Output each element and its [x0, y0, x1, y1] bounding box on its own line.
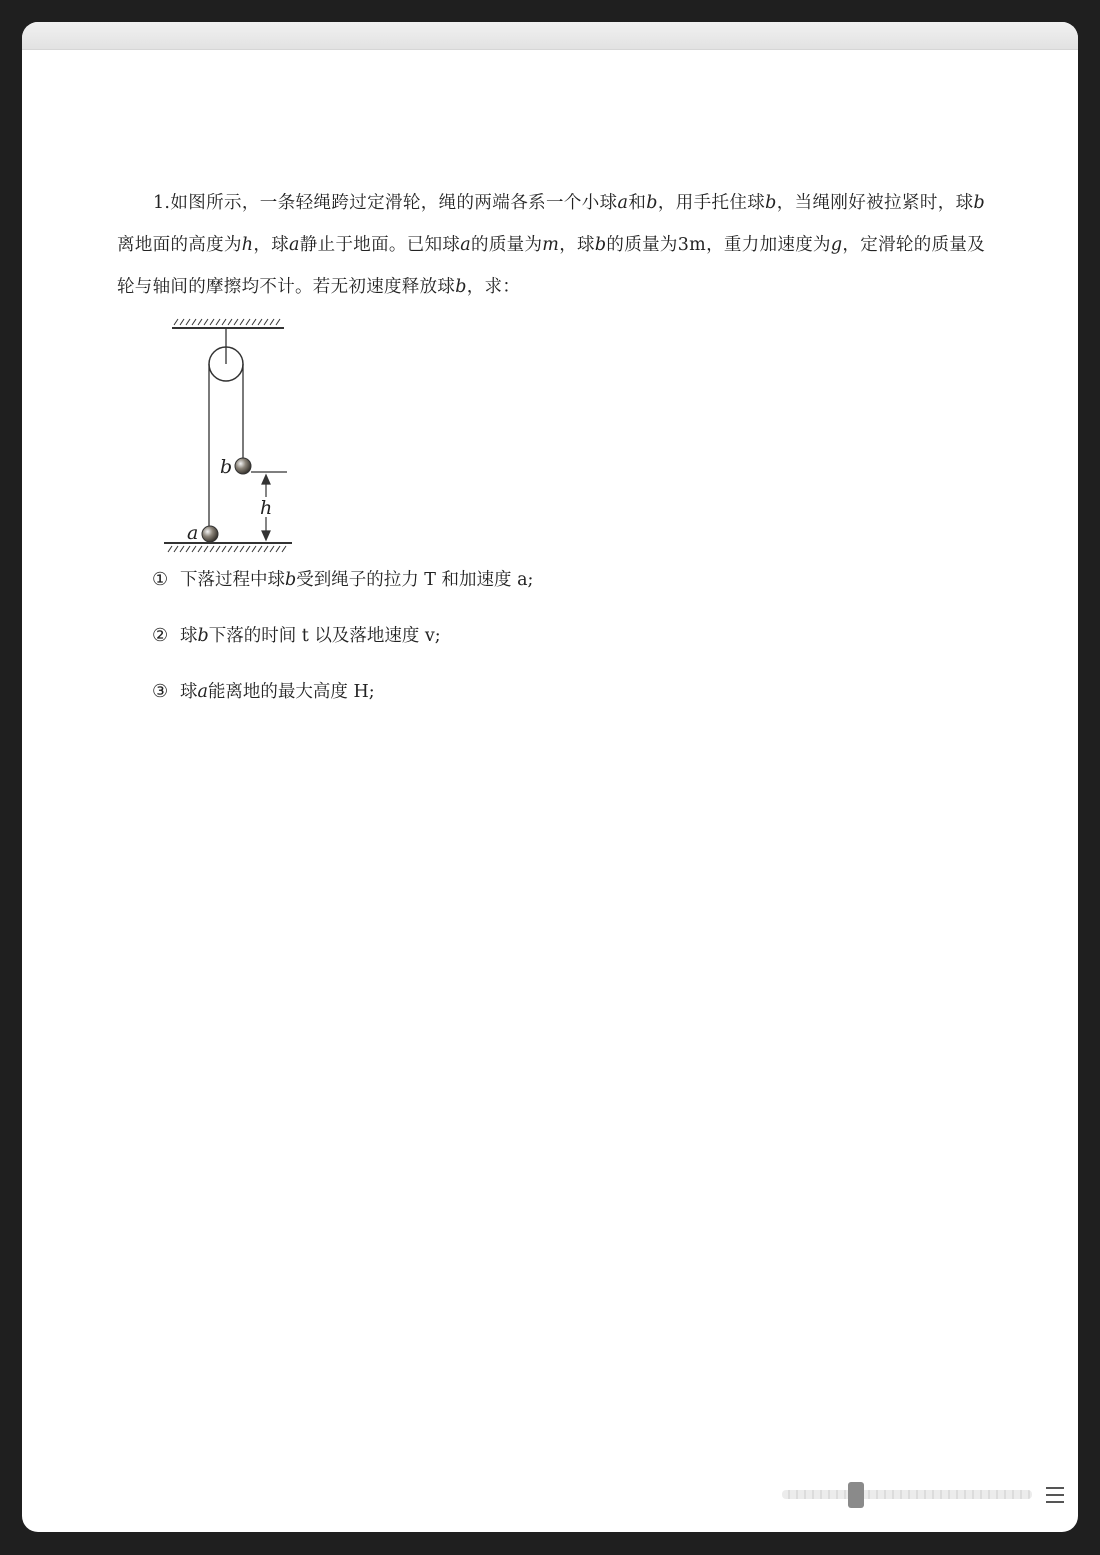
question-segment: 的质量为 — [606, 235, 678, 255]
var-a: a — [460, 235, 471, 255]
ceiling — [172, 319, 284, 328]
subquestion-var: b — [197, 626, 209, 646]
subquestion-var: b — [285, 570, 297, 590]
scroll-thumb[interactable] — [848, 1482, 864, 1508]
horizontal-scrollbar[interactable] — [782, 1482, 1032, 1504]
var-g: g — [830, 235, 843, 255]
var-h: h — [241, 235, 254, 255]
var-3m: 3m — [677, 235, 707, 255]
ground — [164, 543, 292, 552]
question-segment: 1.如图所示，一条轻绳跨过定滑轮，绳的两端各系一个小球 — [153, 193, 618, 213]
subquestion-1 — [152, 568, 533, 592]
label-a: a — [187, 522, 199, 544]
var-a: a — [617, 193, 629, 213]
question-segment: ，用手托住球 — [657, 193, 766, 213]
menu-lines-icon[interactable] — [1044, 1484, 1066, 1506]
ball-a — [202, 526, 218, 542]
question-segment: 和 — [628, 193, 647, 213]
question-segment: 静止于地面。已知球 — [299, 235, 461, 255]
label-h: h — [260, 497, 273, 519]
subquestion-number: ① — [152, 569, 169, 590]
question-text — [117, 182, 985, 308]
subquestion-2 — [152, 624, 441, 648]
var-b: b — [646, 193, 658, 213]
question-segment: 的质量为 — [470, 235, 543, 255]
subquestion-var: a — [197, 682, 208, 702]
document-page — [22, 22, 1078, 1532]
scroll-track[interactable] — [782, 1490, 1032, 1499]
var-b: b — [765, 193, 777, 213]
pulley-diagram — [162, 314, 332, 564]
label-b: b — [220, 456, 233, 478]
subquestion-3 — [152, 680, 375, 704]
subquestion-number: ② — [152, 625, 169, 646]
var-a: a — [289, 235, 300, 255]
question-segment: ，球 — [253, 235, 290, 255]
question-segment: ，求： — [466, 277, 521, 297]
var-b: b — [594, 235, 607, 255]
subquestion-text: 下落过程中球 — [180, 570, 285, 590]
question-segment: 离地面的高度为 — [117, 235, 242, 255]
var-m: m — [542, 235, 560, 255]
var-b: b — [973, 193, 985, 213]
subquestion-text: 球 — [180, 682, 198, 702]
subquestion-text: 球 — [180, 626, 198, 646]
subquestion-text: 能离地的最大高度 H; — [207, 682, 375, 702]
var-b: b — [455, 277, 467, 297]
question-segment: ，球 — [559, 235, 595, 255]
subquestion-text: 受到绳子的拉力 T 和加速度 a; — [296, 570, 534, 590]
question-segment: ，重力加速度为 — [706, 235, 831, 255]
ball-b — [235, 458, 251, 474]
question-segment: ，定滑轮的质量及轮与轴间的摩擦均不计。若无初速度释放球 — [117, 235, 986, 297]
subquestion-text: 下落的时间 t 以及落地速度 v; — [208, 626, 441, 646]
viewer-top-bar — [22, 22, 1078, 50]
question-segment: ，当绳刚好被拉紧时，球 — [776, 193, 974, 213]
subquestion-number: ③ — [152, 681, 169, 702]
